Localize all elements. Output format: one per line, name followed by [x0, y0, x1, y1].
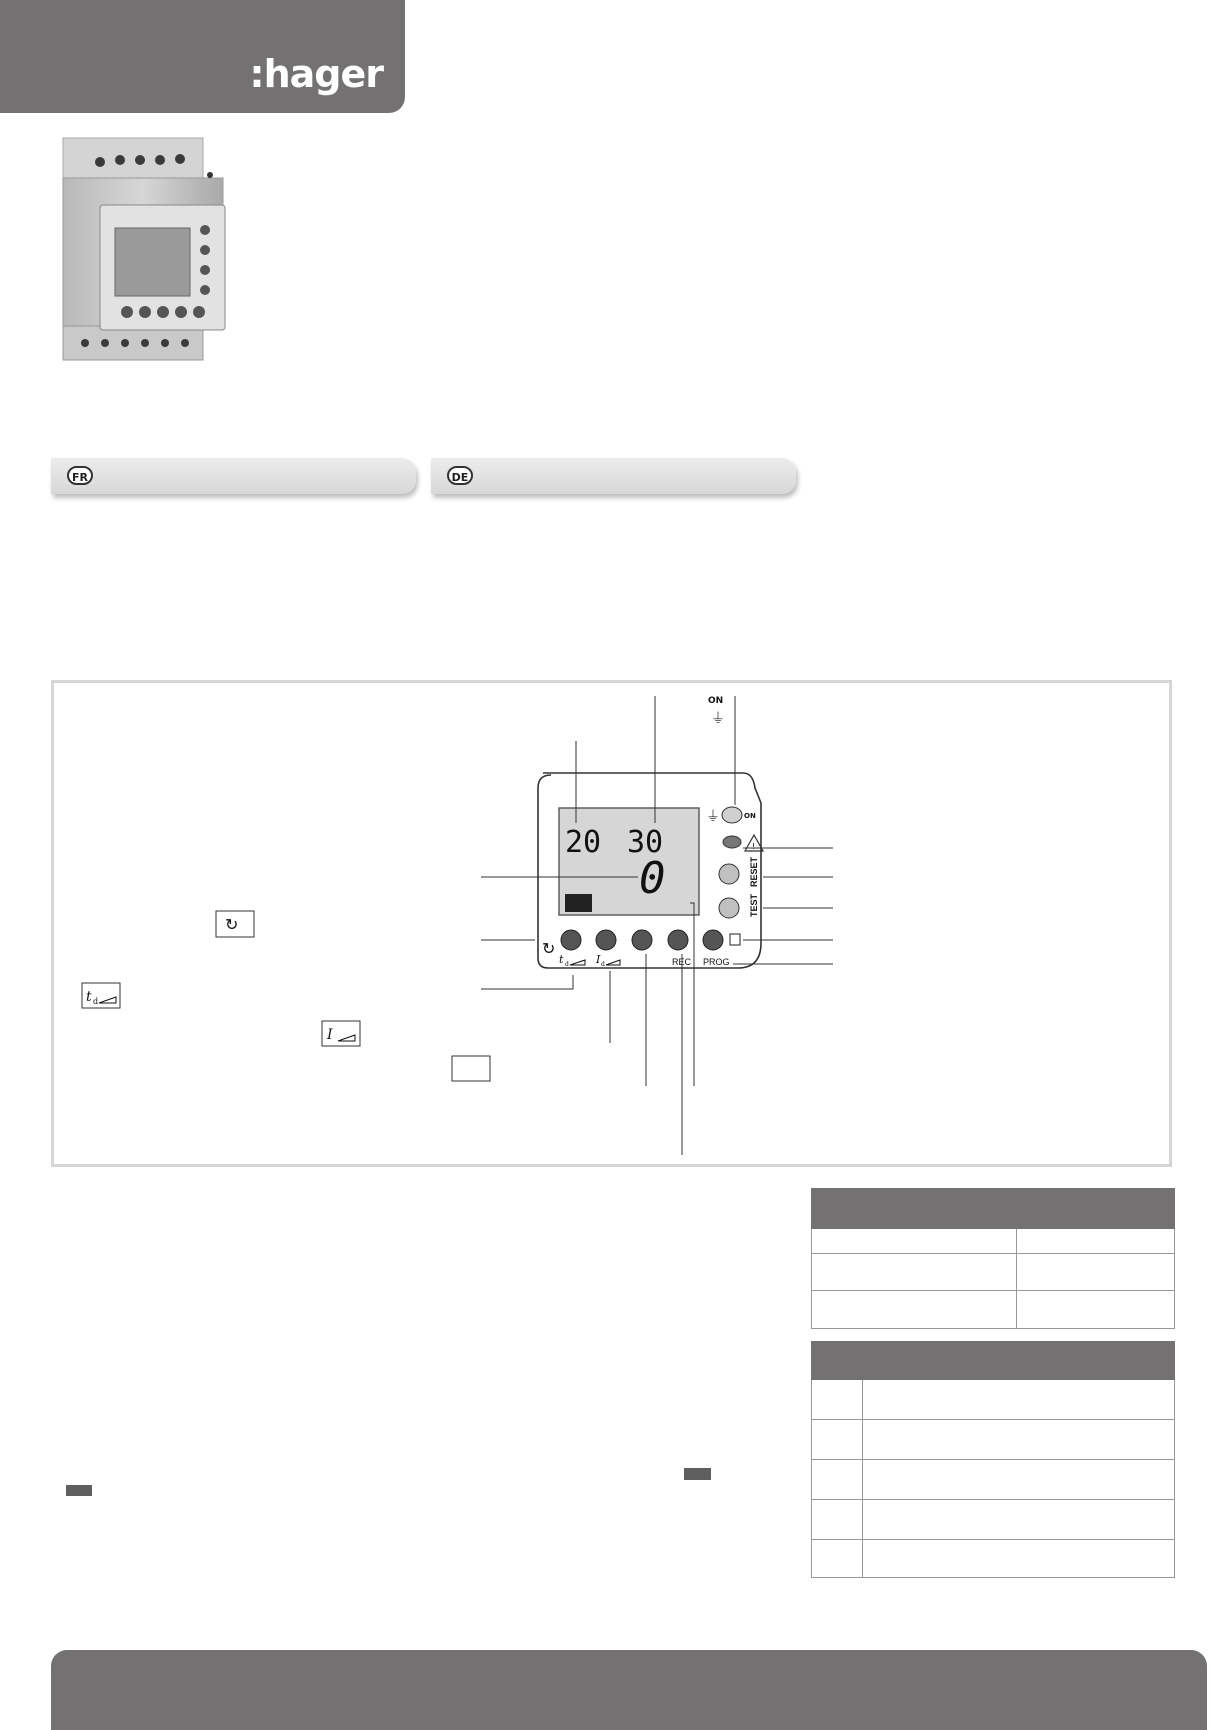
lcd-main-digit: 0	[639, 853, 666, 904]
blank-key-icon	[452, 1056, 490, 1081]
table-row	[811, 1460, 1175, 1500]
inline-marker-left	[66, 1485, 92, 1496]
language-badge-de: DE	[447, 466, 473, 485]
table-row	[811, 1380, 1175, 1420]
table-row	[811, 1254, 1175, 1291]
lcd-block-indicator	[565, 894, 592, 912]
hager-logo: :hager	[249, 52, 383, 96]
id-ramp-icon: I	[596, 953, 601, 966]
test-button[interactable]	[719, 898, 739, 918]
svg-text:!: !	[752, 842, 756, 851]
alarm-led	[723, 836, 741, 848]
svg-text:d: d	[565, 961, 569, 968]
rec-label: REC	[672, 957, 692, 967]
on-led-label: ON	[744, 812, 756, 820]
table-1-header	[811, 1188, 1175, 1229]
test-label: TEST	[749, 893, 759, 917]
brand-header	[0, 0, 405, 113]
threshold-button[interactable]	[596, 930, 616, 950]
table-row	[811, 1500, 1175, 1540]
table-2	[811, 1341, 1175, 1578]
svg-text:t: t	[86, 989, 92, 1005]
blank-button[interactable]	[632, 930, 652, 950]
device-front-panel-drawing	[54, 683, 1169, 1164]
device-diagram	[51, 680, 1172, 1167]
prog-button[interactable]	[703, 930, 723, 950]
svg-text:↻: ↻	[225, 915, 239, 934]
inline-marker-right	[684, 1468, 711, 1480]
scroll-button[interactable]	[561, 930, 581, 950]
table-row	[811, 1229, 1175, 1254]
cycle-icon: ↻	[542, 939, 556, 958]
table-row	[811, 1420, 1175, 1460]
language-tab-fr[interactable]	[51, 458, 416, 494]
earth-leakage-icon: ⏚	[706, 809, 720, 825]
svg-text:d: d	[601, 961, 605, 968]
lcd-hours: 20	[565, 825, 602, 860]
earth-callout-icon: ⏚	[711, 711, 725, 727]
language-tab-de[interactable]	[431, 458, 796, 494]
svg-text:d: d	[93, 997, 99, 1006]
rec-button[interactable]	[668, 930, 688, 950]
table-2-header	[811, 1341, 1175, 1380]
on-callout-label: ON	[708, 696, 724, 706]
svg-text:I: I	[327, 1027, 333, 1043]
reset-label: RESET	[749, 856, 759, 887]
book-icon	[730, 934, 740, 945]
td-ramp-icon: t	[559, 953, 564, 966]
table-row	[811, 1291, 1175, 1329]
language-badge-fr: FR	[67, 466, 93, 485]
footer-bar	[51, 1650, 1207, 1730]
leader-lines	[481, 696, 833, 1155]
lcd-minutes: 30	[627, 825, 664, 860]
reset-button[interactable]	[719, 864, 739, 884]
table-row	[811, 1540, 1175, 1578]
prog-label: PROG	[703, 957, 730, 967]
table-1	[811, 1188, 1175, 1329]
product-photo	[55, 130, 255, 366]
on-led	[722, 807, 742, 823]
